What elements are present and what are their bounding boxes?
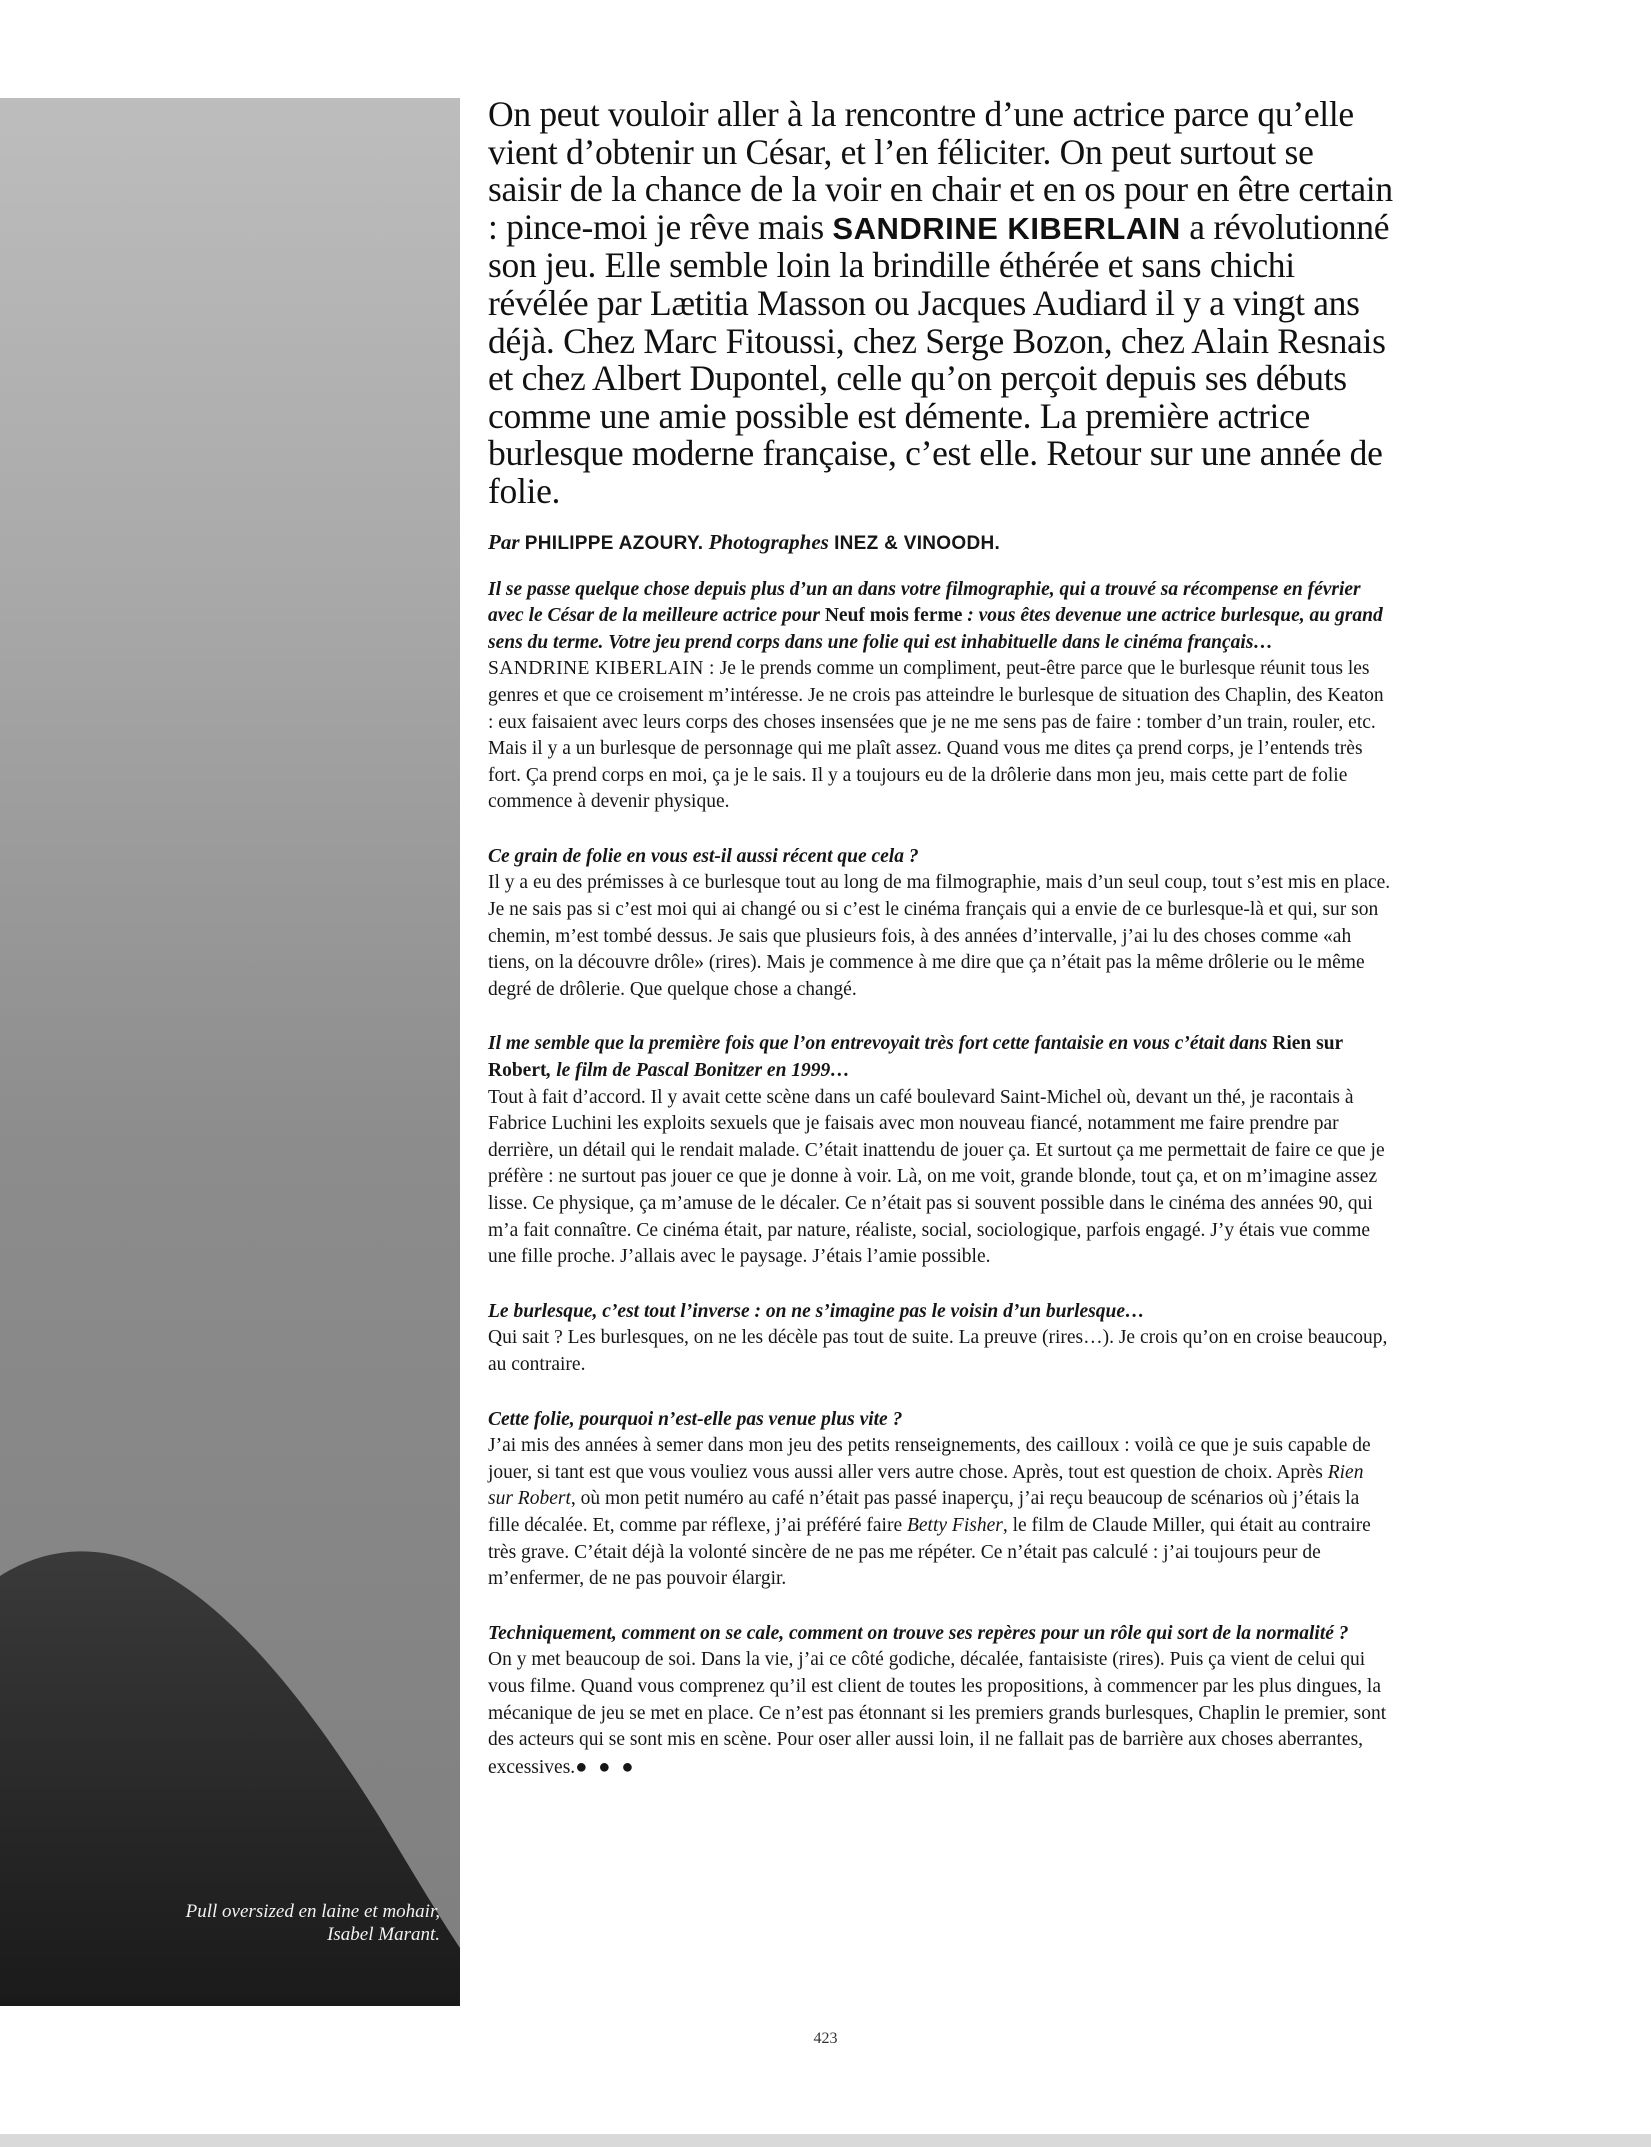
- intro-paragraph: [488, 96, 1393, 511]
- question-text: Ce grain de folie en vous est-il aussi récent que cela ?: [488, 845, 919, 867]
- portrait-photo: [0, 98, 460, 2006]
- intro-text-start: On peut vouloir aller à la rencontre d’une actrice parce qu’elle vient d’obtenir un César, et l’en féliciter. On peut surtout se saisir de la chance de la voir en chair et en os pour en être certain : pince-moi je rêve mais: [488, 94, 1393, 247]
- answer-text: Qui sait ? Les burlesques, on ne les décèle pas tout de suite. La preuve (rires…). Je crois qu’on en croise beaucoup, au contraire.: [488, 1327, 1388, 1375]
- answer-text: Je le prends comme un compliment, peut-être parce que le burlesque réunit tous les genres et que ce croisement m’intéresse. Je ne crois pas atteindre le burlesque de situation des Chaplin, des Keaton : eux faisaient avec leurs corps des choses insensées que je ne me sens pas de faire : tomber d’un train, rouler, etc. Mais il y a un burlesque de personnage qui me plaît assez. Quand vous me dites ça prend corps, je l’entends très fort. Ça prend corps en moi, ça je le sais. Il y a toujours eu de la drôlerie dans mon jeu, mais cette part de folie commence à devenir physique.: [488, 658, 1384, 813]
- qa-block: [488, 1299, 1393, 1379]
- question-text: Il se passe quelque chose depuis plus d’un an dans votre filmographie, qui a trouvé sa récompense en février avec le César de la meilleure actrice pour: [488, 578, 1361, 627]
- page-number: 423: [813, 2030, 838, 2047]
- question-text: Techniquement, comment on se cale, comment on trouve ses repères pour un rôle qui sort de la normalité ?: [488, 1622, 1349, 1644]
- article: [488, 96, 1393, 1809]
- answer: [488, 1647, 1393, 1781]
- interview-body: [488, 577, 1393, 1782]
- answer-text: , le film de Claude Miller, qui était au contraire très grave. C’était déjà la volonté sincère de ne pas me répéter. Ce n’était pas calculé : j’ai toujours peur de m’enfermer, de ne pas pouvoir élargir.: [488, 1514, 1371, 1590]
- qa-block: [488, 844, 1393, 1004]
- qa-block: [488, 1621, 1393, 1782]
- bottom-bar: [0, 2134, 1651, 2147]
- question-text: Il me semble que la première fois que l’on entrevoyait très fort cette fantaisie en vous c’était dans: [488, 1033, 1273, 1055]
- question-text: : vous êtes devenue une actrice burlesque, au grand sens du terme. Votre jeu prend corps dans une folie qui est inhabituelle dans le cinéma français…: [488, 605, 1383, 653]
- question-text: Le burlesque, c’est tout l’inverse : on ne s’imagine pas le voisin d’un burlesque…: [488, 1300, 1145, 1322]
- question: [488, 1031, 1393, 1084]
- photo-caption: Pull oversized en laine et mohair, Isabel Marant.: [185, 1901, 440, 1945]
- byline-by-label: Par: [488, 529, 520, 554]
- answer-text: , où mon petit numéro au café n’était pas passé inaperçu, j’ai reçu beaucoup de scénarios où j’étais la fille décalée. Et, comme par réflexe, j’ai préféré faire: [488, 1488, 1360, 1536]
- qa-block: [488, 577, 1393, 816]
- answer-text: J’ai mis des années à semer dans mon jeu des petits renseignements, des cailloux : voilà ce que je suis capable de jouer, si tant est que vous vouliez vous aussi aller vers autre chose. Après, tout est question de choix. Après: [488, 1435, 1371, 1483]
- answer: [488, 1085, 1393, 1271]
- answer-text: Tout à fait d’accord. Il y avait cette scène dans un café boulevard Saint-Michel où, devant un thé, je racontais à Fabrice Luchini les exploits sexuels que je faisais avec mon nouveau fiancé, notamment me faire prendre par derrière, un détail qui le rendait malade. C’était inattendu de jouer ça. Et surtout ça me permettait de faire ce que je préfère : ne surtout pas jouer ce que je donne à voir. Là, on me voit, grande blonde, tout ça, et on m’imagine assez lisse. Ce physique, ça m’amuse de le décaler. Ce n’était pas si souvent possible dans le cinéma des années 90, qui m’a fait connaître. Ce cinéma était, par nature, réaliste, social, sociologique, parfois engagé. J’y étais vue comme une fille proche. J’allais avec le paysage. J’étais l’amie possible.: [488, 1086, 1385, 1268]
- film-title: Rien sur Robert: [488, 1033, 1343, 1082]
- answer: [488, 870, 1393, 1003]
- byline-photographers: INEZ & VINOODH.: [834, 532, 1001, 554]
- byline: [488, 529, 1393, 557]
- question-text: Cette folie, pourquoi n’est-elle pas venue plus vite ?: [488, 1408, 903, 1430]
- qa-block: [488, 1407, 1393, 1593]
- answer: [488, 656, 1393, 816]
- photo-shapes: [0, 98, 460, 2006]
- byline-photo-label: Photographes: [708, 529, 829, 554]
- film-title: Rien sur Robert: [488, 1461, 1364, 1510]
- question: [488, 1299, 1393, 1326]
- question: [488, 1621, 1393, 1648]
- question: [488, 577, 1393, 657]
- answer-speaker: SANDRINE KIBERLAIN :: [488, 658, 715, 680]
- end-mark: ● ● ●: [575, 1755, 637, 1778]
- question: [488, 844, 1393, 871]
- byline-author: PHILIPPE AZOURY.: [524, 532, 704, 554]
- question-text: , le film de Pascal Bonitzer en 1999…: [546, 1060, 850, 1082]
- subject-name: SANDRINE KIBERLAIN: [832, 210, 1181, 246]
- film-title: Betty Fisher: [906, 1514, 1003, 1536]
- answer: [488, 1433, 1393, 1593]
- answer-text: Il y a eu des prémisses à ce burlesque tout au long de ma filmographie, mais d’un seul coup, tout s’est mis en place. Je ne sais pas si c’est moi qui ai changé ou si c’est le cinéma français qui a envie de ce burlesque-là et qui, sur son chemin, m’est tombé dessus. Je sais que plusieurs fois, à des années d’intervalle, j’ai lu des choses comme «ah tiens, on la découvre drôle» (rires). Mais je commence à me dire que ça n’était pas la même drôlerie ou le même degré de drôlerie. Que quelque chose a changé.: [488, 872, 1391, 1000]
- question: [488, 1407, 1393, 1434]
- answer-text: On y met beaucoup de soi. Dans la vie, j’ai ce côté godiche, décalée, fantaisiste (rires). Puis ça vient de celui qui vous filme. Quand vous comprenez qu’il est client de toutes les propositions, à commencer par les plus dingues, la mécanique de jeu se met en place. Ce n’est pas étonnant si les premiers grands burlesques, Chaplin le premier, sont des acteurs qui se sont mis en scène. Pour oser aller aussi loin, il ne fallait pas de barrière aux choses aberrantes, excessives.: [488, 1649, 1387, 1778]
- qa-block: [488, 1031, 1393, 1270]
- film-title: Neuf mois ferme: [824, 605, 963, 627]
- intro-text-end: a révolutionné son jeu. Elle semble loin la brindille éthérée et sans chichi révélée par Lætitia Masson ou Jacques Audiard il y a vingt ans déjà. Chez Marc Fitoussi, chez Serge Bozon, chez Alain Resnais et chez Albert Dupontel, celle qu’on perçoit depuis ses débuts comme une amie possible est démente. La première actrice burlesque moderne française, c’est elle. Retour sur une année de folie.: [488, 206, 1390, 511]
- answer: [488, 1325, 1393, 1378]
